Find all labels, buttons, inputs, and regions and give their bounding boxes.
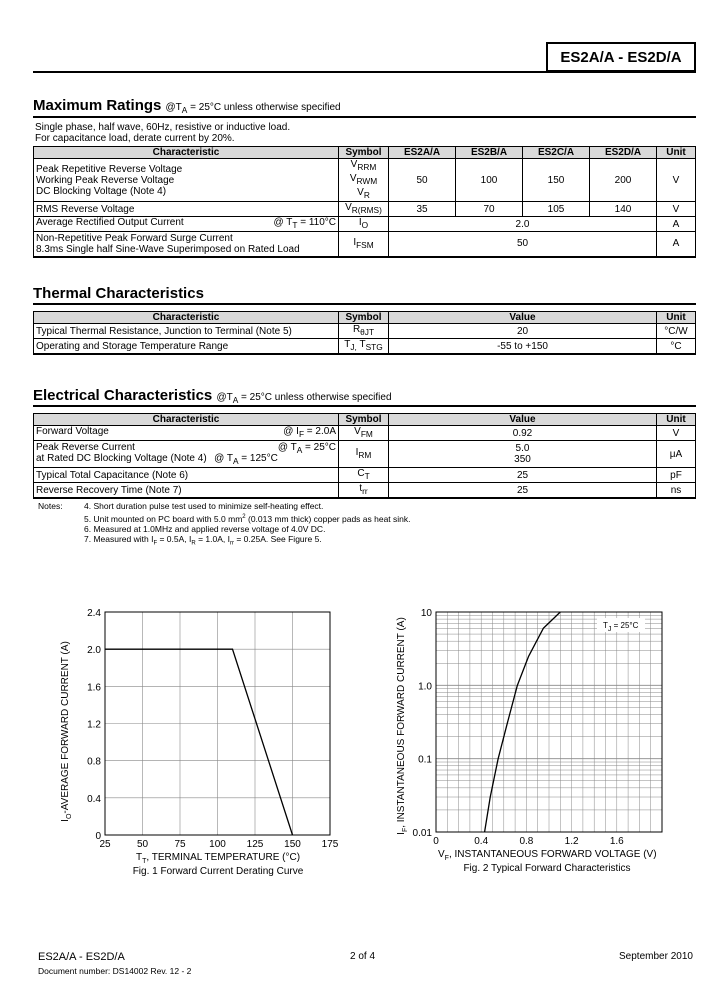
footer-part-number: ES2A/A - ES2D/A: [38, 951, 125, 963]
electrical-title: Electrical Characteristics: [33, 387, 213, 404]
value-cell: 140: [590, 202, 657, 217]
value-cell: 25: [389, 483, 657, 499]
chart-caption: Fig. 1 Forward Current Derating Curve: [132, 866, 304, 877]
table-row: [34, 217, 696, 232]
col-unit: Unit: [657, 147, 696, 159]
value-cell: 2.0: [389, 217, 657, 232]
col-characteristic: Characteristic: [34, 414, 339, 426]
x-tick-label: 100: [209, 839, 226, 850]
table-row: [34, 159, 696, 202]
value-cell: 150: [523, 159, 590, 202]
table-row: [34, 324, 696, 339]
y-tick-label: 0: [95, 831, 101, 842]
unit-cell: V: [657, 159, 696, 202]
col-symbol: Symbol: [339, 312, 389, 324]
electrical-condition: $@T_A = 25^\circ C$ unless otherwise specified: [216, 392, 392, 405]
electrical-heading: [33, 387, 392, 405]
col-symbol: Symbol: [339, 147, 389, 159]
row-characteristic: RMS Reverse Voltage: [34, 202, 339, 217]
chart-caption: Fig. 2 Typical Forward Characteristics: [463, 863, 631, 874]
footer-date: September 2010: [619, 951, 693, 962]
table-row: [34, 468, 696, 483]
row-symbol: $I_O$: [339, 217, 389, 232]
note-6: 6. Measured at 1.0MHz and applied reverse voltage of 4.0V DC.: [84, 523, 326, 534]
row-characteristic: Non-Repetitive Peak Forward Surge Current 8.3ms Single half Sine-Wave Superimposed on Rated Load: [34, 232, 339, 257]
max-ratings-heading: [33, 97, 341, 115]
note-7: 7. Measured with $I_F = 0.5A$, $I_R = 1.0A$, $I_{rr} = 0.25A$. See Figure 5.: [84, 534, 322, 548]
x-tick-label: 125: [246, 839, 264, 850]
footer-document-number: Document number: DS14002 Rev. 12 - 2: [38, 966, 192, 976]
col-unit: Unit: [657, 312, 696, 324]
row-characteristic: Forward Voltage @ $I_F = 2.0A$: [34, 426, 339, 441]
row-symbol: $I_{FSM}$: [339, 232, 389, 257]
load-note-1: Single phase, half wave, 60Hz, resistive or inductive load.: [35, 122, 291, 133]
y-tick-label: 1.6: [87, 682, 101, 694]
load-note-2: For capacitance load, derate current by 20%.: [35, 133, 235, 144]
value-cell: 5.0 350: [389, 441, 657, 468]
row-symbol: $C_T$: [339, 468, 389, 483]
table-row: [34, 232, 696, 257]
unit-cell: A: [657, 232, 696, 257]
row-characteristic: Peak Reverse Current @ $T_A = 25^\circ C$ at Rated DC Blocking Voltage (Note 4) @ $T_A = 125^\circ C$: [34, 441, 339, 468]
col-symbol: Symbol: [339, 414, 389, 426]
note-4: 4. Short duration pulse test used to minimize self-heating effect.: [84, 501, 324, 511]
table-row: [34, 441, 696, 468]
fig2-forward-chart: [396, 608, 662, 874]
x-tick-label: 25: [99, 839, 111, 850]
max-ratings-table: [33, 146, 696, 258]
col-es2c: ES2C/A: [523, 147, 590, 159]
row-symbol: $t_{rr}$: [339, 483, 389, 499]
value-cell: 35: [389, 202, 456, 217]
value-cell: 20: [389, 324, 657, 339]
header-rule: [33, 71, 696, 73]
value-cell: 25: [389, 468, 657, 483]
y-tick-label: 1.2: [87, 719, 101, 731]
x-tick-label: 50: [136, 839, 149, 850]
row-symbol: $V_{RRM}$ $V_{RWM}$ $V_R$: [339, 159, 389, 202]
x-axis-label: $V_F$, INSTANTANEOUS FORWARD VOLTAGE (V): [438, 849, 657, 862]
unit-cell: A: [657, 217, 696, 232]
max-ratings-condition: $@T_A = 25^\circ C$ unless otherwise specified: [165, 102, 341, 115]
notes-list: [84, 501, 411, 550]
col-es2a: ES2A/A: [389, 147, 456, 159]
note-5: 5. Unit mounted on PC board with 5.0 $mm^2$ (0.013 mm thick) copper pads as heat sink.: [84, 513, 411, 524]
unit-cell: °C: [657, 339, 696, 355]
footer-page-number: 2 of 4: [350, 951, 376, 962]
row-condition: @ $T_A = 25^\circ C$: [277, 441, 336, 455]
y-tick-label: 2.4: [87, 608, 101, 619]
col-unit: Unit: [657, 414, 696, 426]
col-es2b: ES2B/A: [456, 147, 523, 159]
x-tick-label: 1.6: [609, 836, 624, 847]
unit-cell: V: [657, 202, 696, 217]
charts-area: [0, 590, 726, 890]
x-tick-label: 0.8: [519, 836, 534, 847]
y-tick-label: 0.1: [418, 754, 432, 766]
y-tick-label: 0.8: [87, 756, 101, 768]
row-characteristic: Typical Total Capacitance (Note 6): [34, 468, 339, 483]
x-tick-label: 75: [174, 839, 186, 850]
section-rule: [33, 405, 696, 407]
row-symbol: $R_{\theta JT}$: [339, 324, 389, 339]
table-row: [34, 426, 696, 441]
x-tick-label: 175: [321, 839, 339, 850]
y-tick-label: 10: [420, 608, 432, 619]
y-axis-label: $I_O$-AVERAGE FORWARD CURRENT (A): [60, 641, 73, 822]
fig1-derating-chart: [60, 608, 339, 877]
row-symbol: $I_{RM}$: [339, 441, 389, 468]
x-axis-label: $T_T$, TERMINAL TEMPERATURE (°C): [136, 852, 301, 865]
y-tick-label: 0.01: [412, 828, 432, 839]
electrical-table: [33, 413, 696, 499]
unit-cell: V: [657, 426, 696, 441]
notes-label: Notes:: [38, 501, 63, 511]
unit-cell: pF: [657, 468, 696, 483]
part-number-title: ES2A/A - ES2D/A: [546, 42, 696, 72]
row-characteristic: Peak Repetitive Reverse Voltage Working Peak Reverse Voltage DC Blocking Voltage (Note 4): [34, 159, 339, 202]
col-value: Value: [389, 414, 657, 426]
row-characteristic: Reverse Recovery Time (Note 7): [34, 483, 339, 499]
col-characteristic: Characteristic: [34, 312, 339, 324]
value-cell: -55 to +150: [389, 339, 657, 355]
value-cell: 50: [389, 159, 456, 202]
row-condition: @ $I_F = 2.0A$: [283, 426, 336, 439]
x-tick-label: 0.4: [474, 836, 489, 847]
x-tick-label: 150: [284, 839, 301, 850]
annotation-label: TJ = 25°C: [603, 621, 639, 633]
max-ratings-title: Maximum Ratings: [33, 97, 162, 114]
value-cell: 50: [389, 232, 657, 257]
row-symbol: $V_{FM}$: [339, 426, 389, 441]
unit-cell: ns: [657, 483, 696, 499]
section-rule: [33, 116, 696, 118]
table-row: [34, 483, 696, 499]
table-row: [34, 202, 696, 217]
col-value: Value: [389, 312, 657, 324]
value-cell: 200: [590, 159, 657, 202]
unit-cell: °C/W: [657, 324, 696, 339]
row-symbol: $T_{J,}$ $T_{STG}$: [339, 339, 389, 355]
y-axis-label: $I_F$, INSTANTANEOUS FORWARD CURRENT (A): [396, 617, 409, 835]
derating-curve: [105, 649, 293, 835]
row-condition: @ $T_T = 110^\circ C$: [273, 217, 336, 230]
value-cell: 0.92: [389, 426, 657, 441]
y-tick-label: 0.4: [87, 793, 101, 805]
section-rule: [33, 303, 696, 305]
value-cell: 70: [456, 202, 523, 217]
table-header-row: [34, 414, 696, 426]
x-tick-label: 1.2: [564, 836, 579, 847]
row-condition: @ $T_A = 125^\circ C$: [214, 452, 278, 466]
value-cell: 100: [456, 159, 523, 202]
thermal-heading: Thermal Characteristics: [33, 285, 204, 302]
table-header-row: [34, 147, 696, 159]
y-tick-label: 1.0: [418, 681, 432, 693]
y-tick-label: 2.0: [87, 645, 101, 657]
row-characteristic: Operating and Storage Temperature Range: [34, 339, 339, 355]
thermal-table: [33, 311, 696, 355]
value-cell: 105: [523, 202, 590, 217]
row-symbol: $V_{R(RMS)}$: [339, 202, 389, 217]
unit-cell: μA: [657, 441, 696, 468]
table-header-row: [34, 312, 696, 324]
row-characteristic: Average Rectified Output Current @ $T_T = 110^\circ C$: [34, 217, 339, 232]
col-characteristic: Characteristic: [34, 147, 339, 159]
col-es2d: ES2D/A: [590, 147, 657, 159]
table-row: [34, 339, 696, 355]
row-characteristic: Typical Thermal Resistance, Junction to Terminal (Note 5): [34, 324, 339, 339]
x-tick-label: 0: [433, 836, 439, 847]
